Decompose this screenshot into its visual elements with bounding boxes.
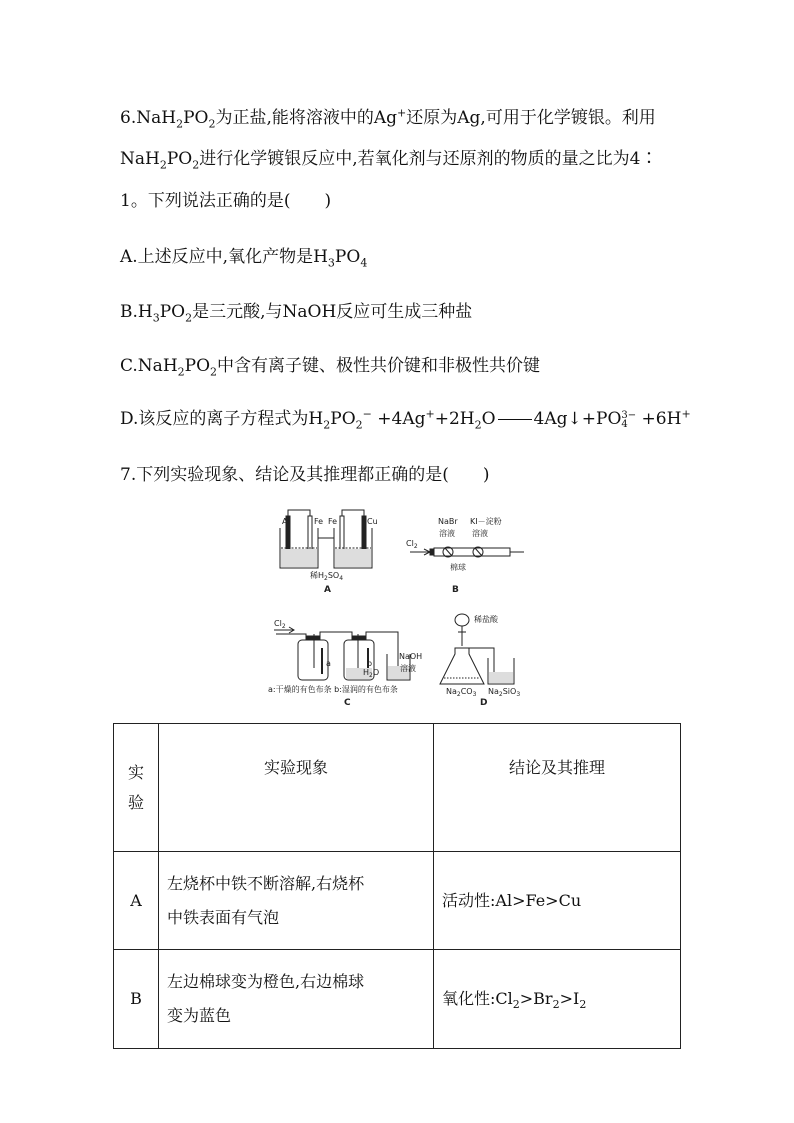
- row-phenomenon: 左烧杯中铁不断溶解,右烧杯 中铁表面有气泡: [159, 852, 434, 950]
- q6-option-b: $B.H_3PO_2$是三元酸,与NaOH反应可生成三种盐: [120, 302, 473, 325]
- row-conclusion: 活动性:Al>Fe>Cu: [434, 852, 681, 950]
- label-b-strip: b: [367, 659, 373, 668]
- table-row: [114, 852, 681, 950]
- q6-option-d: D.该反应的离子方程式为$H_2PO_2^- +4Ag^++2H_2O$ 4Ag↓+PO 3− 4 +6H+: [120, 407, 691, 432]
- row-label: A: [114, 852, 159, 950]
- apparatus-d: [440, 614, 514, 684]
- q6-line2: $NaH_2PO_2$进行化学镀银反应中,若氧化剂与还原剂的物质的量之比为4∶: [120, 149, 658, 172]
- q7-stem: 7.下列实验现象、结论及其推理都正确的是( ): [120, 465, 490, 485]
- header-experiment: 实 验: [114, 724, 159, 852]
- header-phenomenon: 实验现象: [159, 724, 434, 852]
- label-ki-solution: 溶液: [472, 529, 488, 538]
- apparatus-b: [410, 547, 524, 557]
- label-water: $H_2O$: [363, 668, 380, 679]
- label-al: Al: [282, 517, 290, 526]
- label-a-strip: a: [326, 659, 331, 668]
- label-fe-1: Fe: [314, 517, 324, 526]
- row-phenomenon: 左边棉球变为橙色,右边棉球 变为蓝色: [159, 950, 434, 1049]
- caption-b: B: [452, 585, 459, 595]
- label-nabr-solution: 溶液: [439, 529, 455, 538]
- q6-line1: $6.NaH_2PO_2$为正盐,能将溶液中的Ag+还原为Ag,可用于化学镀银。利用: [120, 106, 656, 131]
- label-na2sio3: $Na_2SiO_3$: [488, 687, 521, 698]
- header-conclusion: 结论及其推理: [434, 724, 681, 852]
- label-cl2-b: $Cl_2$: [406, 539, 418, 550]
- q6-option-a: A.上述反应中,氧化产物是$H_3PO_4$: [120, 247, 368, 270]
- label-dilute-hcl: 稀盐酸: [474, 615, 498, 624]
- row-label: B: [114, 950, 159, 1049]
- label-na2co3: $Na_2CO_3$: [446, 687, 477, 698]
- caption-d: D: [480, 698, 488, 708]
- table-row: [114, 950, 681, 1049]
- table-header-row: [114, 724, 681, 852]
- label-cl2-c: $Cl_2$: [274, 619, 286, 630]
- label-nabr: NaBr: [438, 517, 458, 526]
- experiment-table: [113, 723, 681, 1049]
- label-fe-2: Fe: [328, 517, 338, 526]
- caption-a: A: [324, 585, 331, 595]
- apparatus-c: [274, 627, 410, 680]
- label-dilute-h2so4: 稀$H_2SO_4$: [310, 571, 344, 582]
- caption-c: C: [344, 698, 351, 708]
- apparatus-a: [280, 510, 372, 568]
- apparatus-figure: [262, 508, 534, 708]
- label-cu: Cu: [367, 517, 378, 526]
- label-cotton: 棉球: [450, 563, 466, 572]
- equals-long-bar: [498, 419, 532, 420]
- q6-line3: 1。下列说法正确的是( ): [120, 191, 332, 211]
- row-conclusion: 氧化性$:Cl_2>Br_2>I_2$: [434, 950, 681, 1049]
- label-naoh: NaOH: [399, 652, 423, 661]
- label-ki-starch: KI－淀粉: [470, 517, 502, 526]
- q6-option-c: $C.NaH_2PO_2$中含有离子键、极性共价键和非极性共价键: [120, 356, 541, 379]
- label-naoh-solution: 溶液: [400, 664, 416, 673]
- label-strip-note: a:干燥的有色布条 b:湿润的有色布条: [268, 685, 398, 694]
